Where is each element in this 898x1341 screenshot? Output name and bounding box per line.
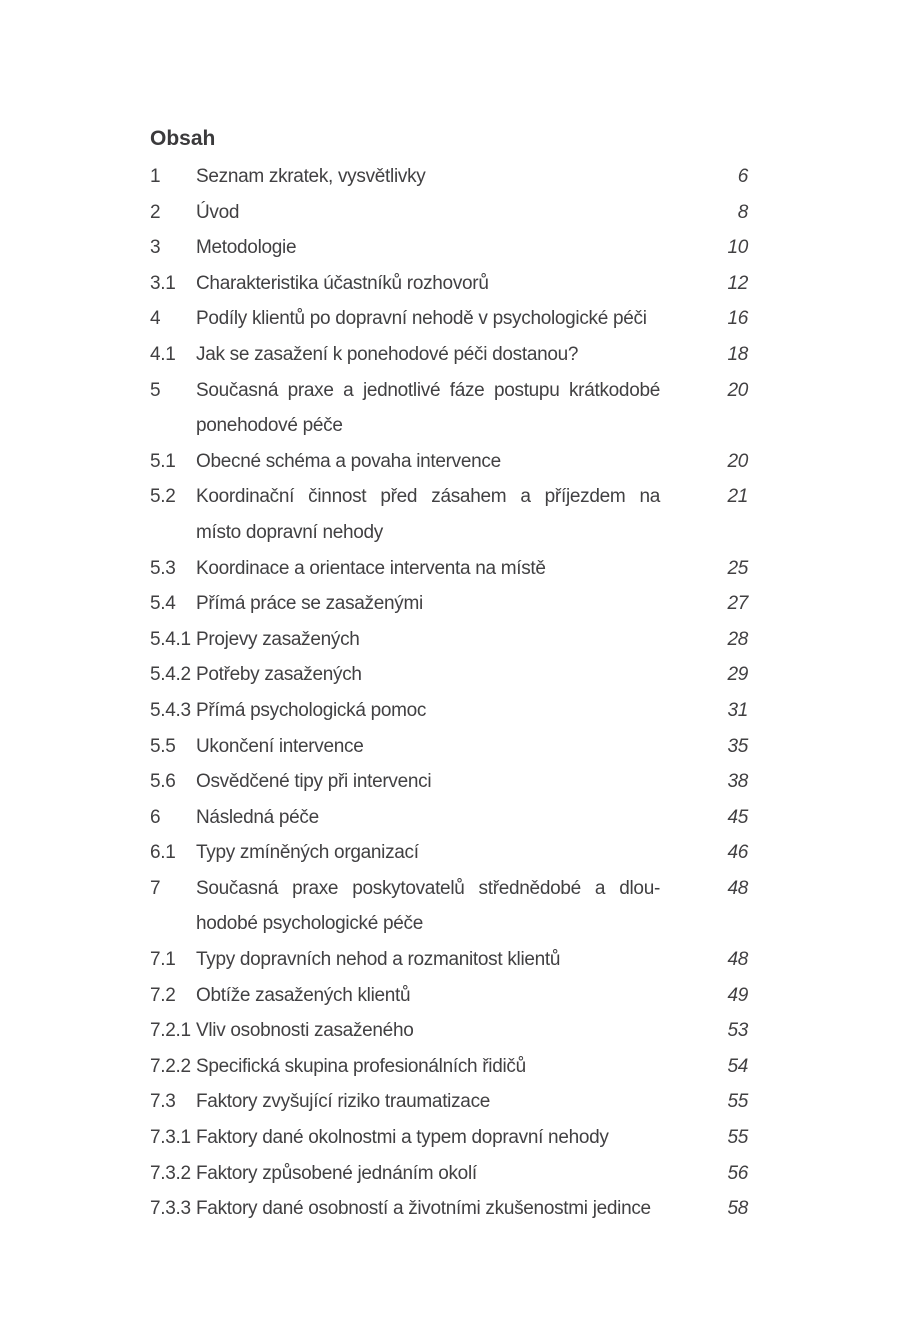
toc-entry-title-line: Vliv osobnosti zasaženého [196, 1020, 414, 1042]
toc-entry-page-number: 45 [727, 806, 748, 828]
toc-entry-title-line: Faktory dané okolnostmi a typem dopravní nehody [196, 1127, 609, 1149]
toc-entry-title [196, 871, 660, 942]
toc-entry [150, 551, 748, 587]
toc-entry-page-number: 48 [727, 877, 748, 899]
toc-entry-number: 7.3.1 [150, 1127, 191, 1149]
table-of-contents [150, 121, 748, 1227]
toc-entry [150, 978, 748, 1014]
toc-entry [150, 871, 748, 942]
toc-entry [150, 1191, 748, 1227]
toc-list [150, 159, 748, 1227]
toc-entry-page-number: 53 [727, 1020, 748, 1042]
toc-entry-title-line: Současná praxe a jednotlivé fáze postupu krátkodobé [196, 379, 660, 401]
toc-entry-title-line: Typy zmíněných organizací [196, 842, 419, 864]
toc-entry-title [196, 1156, 660, 1192]
toc-entry [150, 586, 748, 622]
toc-entry-page-number: 38 [727, 771, 748, 793]
toc-entry-number: 7.3 [150, 1091, 176, 1113]
toc-entry [150, 1156, 748, 1192]
toc-entry-page-number: 46 [727, 842, 748, 864]
toc-entry [150, 373, 748, 444]
toc-entry-title [196, 1120, 660, 1156]
toc-entry-title [196, 586, 660, 622]
toc-entry-number: 5.2 [150, 486, 176, 508]
toc-entry-page-number: 16 [727, 308, 748, 330]
toc-entry-title-line: Typy dopravních nehod a rozmanitost klientů [196, 949, 561, 971]
toc-entry-title [196, 622, 660, 658]
toc-entry-title-line: hodobé psychologické péče [196, 913, 424, 935]
toc-entry-title-line: Potřeby zasažených [196, 664, 362, 686]
toc-entry-page-number: 25 [727, 557, 748, 579]
toc-entry-number: 5.1 [150, 450, 176, 472]
toc-entry-title [196, 1049, 660, 1085]
toc-entry-title-line: Současná praxe poskytovatelů střednědobé a dlou- [196, 877, 660, 899]
toc-entry-title-line: Podíly klientů po dopravní nehodě v psychologické péči [196, 308, 647, 330]
toc-entry-page-number: 21 [727, 486, 748, 508]
toc-entry-title-line: Metodologie [196, 237, 297, 259]
toc-entry [150, 942, 748, 978]
toc-entry-page-number: 49 [727, 984, 748, 1006]
toc-entry [150, 622, 748, 658]
toc-entry-title-line: Obtíže zasažených klientů [196, 984, 411, 1006]
toc-entry-page-number: 56 [727, 1162, 748, 1184]
toc-entry-page-number: 31 [727, 699, 748, 721]
toc-entry-number: 3.1 [150, 272, 176, 294]
toc-entry-title-line: ponehodové péče [196, 415, 343, 437]
toc-entry-title-line: Úvod [196, 201, 240, 223]
toc-entry-number: 6 [150, 806, 161, 828]
toc-entry-title [196, 942, 660, 978]
toc-entry-number: 7.2.1 [150, 1020, 191, 1042]
toc-entry-title [196, 764, 660, 800]
toc-entry-page-number: 48 [727, 949, 748, 971]
toc-entry-title [196, 373, 660, 444]
toc-entry-number: 7.2.2 [150, 1055, 191, 1077]
toc-entry-title [196, 693, 660, 729]
toc-entry-number: 5 [150, 379, 161, 401]
toc-entry-number: 7.1 [150, 949, 176, 971]
toc-entry [150, 1013, 748, 1049]
page-title: Obsah [150, 127, 216, 150]
toc-entry-number: 4 [150, 308, 161, 330]
toc-entry-number: 5.6 [150, 771, 176, 793]
toc-entry-number: 7.2 [150, 984, 176, 1006]
toc-entry [150, 230, 748, 266]
toc-entry [150, 1049, 748, 1085]
toc-entry-title [196, 479, 660, 550]
toc-entry-title [196, 301, 660, 337]
toc-entry [150, 266, 748, 302]
toc-entry-title-line: Faktory způsobené jednáním okolí [196, 1162, 477, 1184]
toc-entry-title [196, 978, 660, 1014]
toc-entry [150, 1120, 748, 1156]
toc-entry-page-number: 12 [727, 272, 748, 294]
toc-entry [150, 693, 748, 729]
toc-entry-title [196, 835, 660, 871]
toc-entry-title [196, 657, 660, 693]
toc-entry-page-number: 54 [727, 1055, 748, 1077]
toc-entry [150, 195, 748, 231]
toc-entry-number: 2 [150, 201, 161, 223]
toc-entry-title-line: Specifická skupina profesionálních řidičů [196, 1055, 526, 1077]
toc-entry-title-line: Koordinace a orientace interventa na místě [196, 557, 546, 579]
toc-entry-page-number: 18 [727, 343, 748, 365]
toc-entry-number: 5.4.1 [150, 628, 191, 650]
toc-entry [150, 301, 748, 337]
toc-entry-page-number: 55 [727, 1127, 748, 1149]
toc-entry-page-number: 27 [727, 593, 748, 615]
toc-entry-number: 7.3.2 [150, 1162, 191, 1184]
toc-entry-title [196, 729, 660, 765]
toc-entry-page-number: 28 [727, 628, 748, 650]
toc-entry-title [196, 444, 660, 480]
toc-entry-number: 5.4.2 [150, 664, 191, 686]
toc-entry-title [196, 1084, 660, 1120]
toc-entry-number: 5.5 [150, 735, 176, 757]
toc-entry-title [196, 230, 660, 266]
toc-entry-page-number: 20 [727, 450, 748, 472]
toc-entry-title [196, 1013, 660, 1049]
toc-entry-title [196, 551, 660, 587]
toc-entry-number: 4.1 [150, 343, 176, 365]
toc-entry-title-line: Jak se zasažení k ponehodové péči dostanou? [196, 343, 579, 365]
toc-entry-number: 5.4.3 [150, 699, 191, 721]
toc-entry-number: 5.4 [150, 593, 176, 615]
toc-entry-title-line: Koordinační činnost před zásahem a příjezdem na [196, 486, 660, 508]
toc-entry-title [196, 159, 660, 195]
toc-entry-title-line: Přímá práce se zasaženými [196, 593, 423, 615]
toc-entry-page-number: 20 [727, 379, 748, 401]
toc-entry-title-line: Faktory zvyšující riziko traumatizace [196, 1091, 491, 1113]
toc-entry-title-line: Obecné schéma a povaha intervence [196, 450, 501, 472]
toc-entry-number: 5.3 [150, 557, 176, 579]
toc-entry-title-line: Následná péče [196, 806, 319, 828]
toc-entry [150, 337, 748, 373]
toc-entry-page-number: 55 [727, 1091, 748, 1113]
toc-entry-number: 7 [150, 877, 161, 899]
toc-entry-title [196, 266, 660, 302]
toc-entry [150, 1084, 748, 1120]
toc-entry-page-number: 8 [737, 201, 748, 223]
toc-entry-title-line: Ukončení intervence [196, 735, 364, 757]
toc-entry-title [196, 1191, 660, 1227]
toc-entry [150, 764, 748, 800]
toc-entry-title [196, 195, 660, 231]
toc-entry-title [196, 337, 660, 373]
toc-entry-page-number: 29 [727, 664, 748, 686]
toc-entry [150, 159, 748, 195]
toc-entry-title-line: Přímá psychologická pomoc [196, 699, 427, 721]
toc-entry-number: 1 [150, 166, 161, 187]
toc-entry-page-number: 35 [727, 735, 748, 757]
toc-entry-page-number: 58 [727, 1198, 748, 1220]
toc-entry-title [196, 800, 660, 836]
toc-entry [150, 444, 748, 480]
toc-entry-title-line: Osvědčené tipy při intervenci [196, 771, 432, 793]
toc-entry-number: 6.1 [150, 842, 176, 864]
toc-entry-page-number: 10 [727, 237, 748, 259]
toc-entry [150, 835, 748, 871]
toc-entry-number: 7.3.3 [150, 1198, 191, 1220]
toc-entry-title-line: Projevy zasažených [196, 628, 360, 650]
toc-entry-title-line: Faktory dané osobností a životními zkušenostmi jedince [196, 1198, 651, 1220]
toc-entry-page-number: 6 [737, 166, 748, 187]
toc-entry-title-line: místo dopravní nehody [196, 521, 383, 543]
toc-entry-number: 3 [150, 237, 161, 259]
toc-entry [150, 657, 748, 693]
toc-entry [150, 729, 748, 765]
toc-entry-title-line: Seznam zkratek, vysvětlivky [196, 166, 426, 187]
toc-entry [150, 800, 748, 836]
toc-entry-title-line: Charakteristika účastníků rozhovorů [196, 272, 489, 294]
toc-entry [150, 479, 748, 550]
